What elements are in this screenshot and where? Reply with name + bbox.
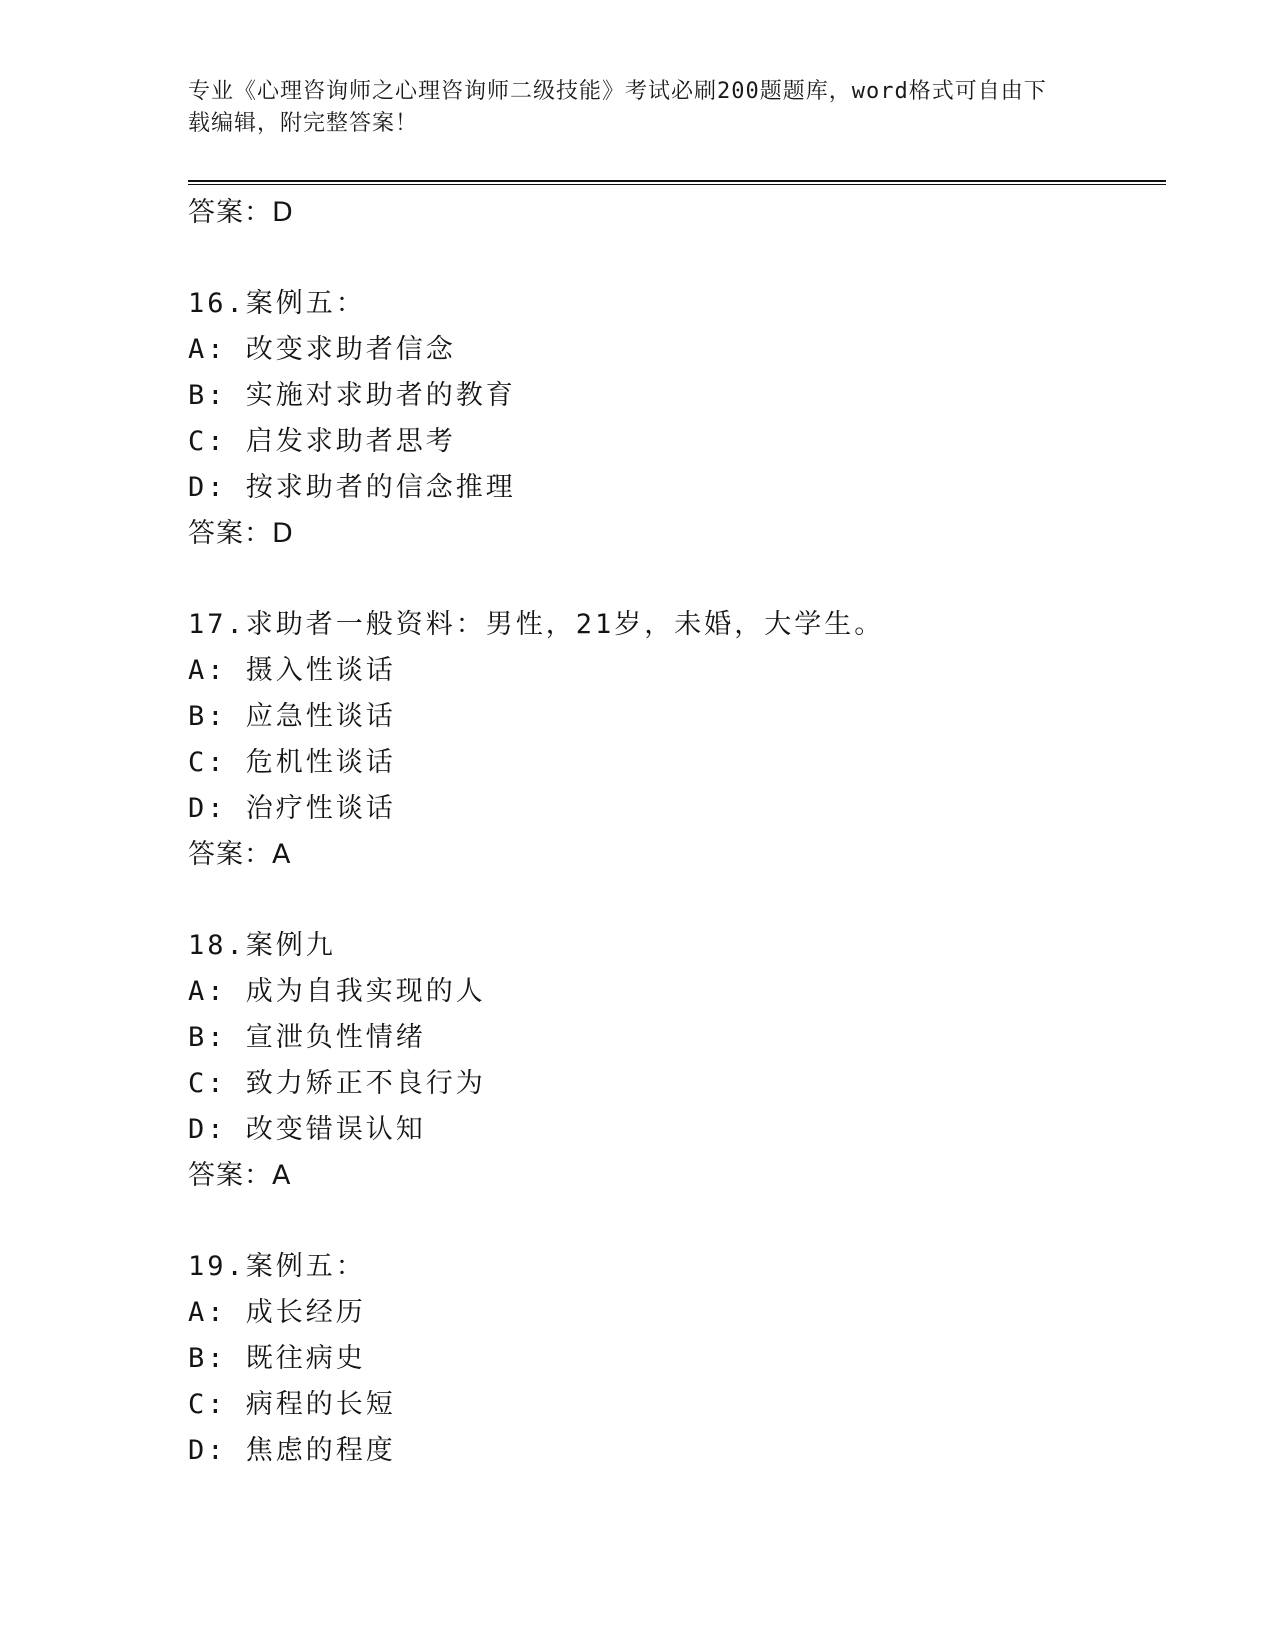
option-a: A: 成长经历 <box>188 1297 366 1328</box>
option-a: A: 改变求助者信念 <box>188 334 456 365</box>
option-b: B: 实施对求助者的教育 <box>188 380 516 411</box>
question-text: 17.求助者一般资料：男性，21岁，未婚，大学生。 <box>188 609 885 640</box>
answer-line: 答案：D <box>188 518 294 549</box>
question-spacer <box>188 557 1148 602</box>
question-spacer <box>188 878 1148 923</box>
question-text: 19.案例五： <box>188 1251 366 1282</box>
option-a: A: 成为自我实现的人 <box>188 976 486 1007</box>
option-d: D: 治疗性谈话 <box>188 793 396 824</box>
question-block <box>188 602 1148 878</box>
option-b: B: 宣泄负性情绪 <box>188 1022 426 1053</box>
question-spacer <box>188 236 1148 281</box>
option-b: B: 应急性谈话 <box>188 701 396 732</box>
option-b: B: 既往病史 <box>188 1343 366 1374</box>
header-divider-thin <box>188 184 1166 185</box>
question-block <box>188 1244 1148 1474</box>
answer-line: 答案：A <box>188 839 292 870</box>
option-a: A: 摄入性谈话 <box>188 655 396 686</box>
option-d: D: 改变错误认知 <box>188 1114 426 1145</box>
header-divider-thick <box>188 180 1166 182</box>
page-header-text: 专业《心理咨询师之心理咨询师二级技能》考试必刷200题题库，word格式可自由下载编辑，附完整答案！ <box>188 79 1047 136</box>
answer-line: 答案：D <box>188 197 294 228</box>
option-c: C: 致力矫正不良行为 <box>188 1068 486 1099</box>
option-d: D: 按求助者的信念推理 <box>188 472 516 503</box>
question-block <box>188 923 1148 1199</box>
question-spacer <box>188 1199 1148 1244</box>
option-c: C: 危机性谈话 <box>188 747 396 778</box>
question-block <box>188 281 1148 557</box>
question-list <box>188 190 1148 1474</box>
option-d: D: 焦虑的程度 <box>188 1435 396 1466</box>
option-c: C: 病程的长短 <box>188 1389 396 1420</box>
question-text: 16.案例五： <box>188 288 366 319</box>
option-c: C: 启发求助者思考 <box>188 426 456 457</box>
question-text: 18.案例九 <box>188 930 336 961</box>
answer-line: 答案：A <box>188 1160 292 1191</box>
